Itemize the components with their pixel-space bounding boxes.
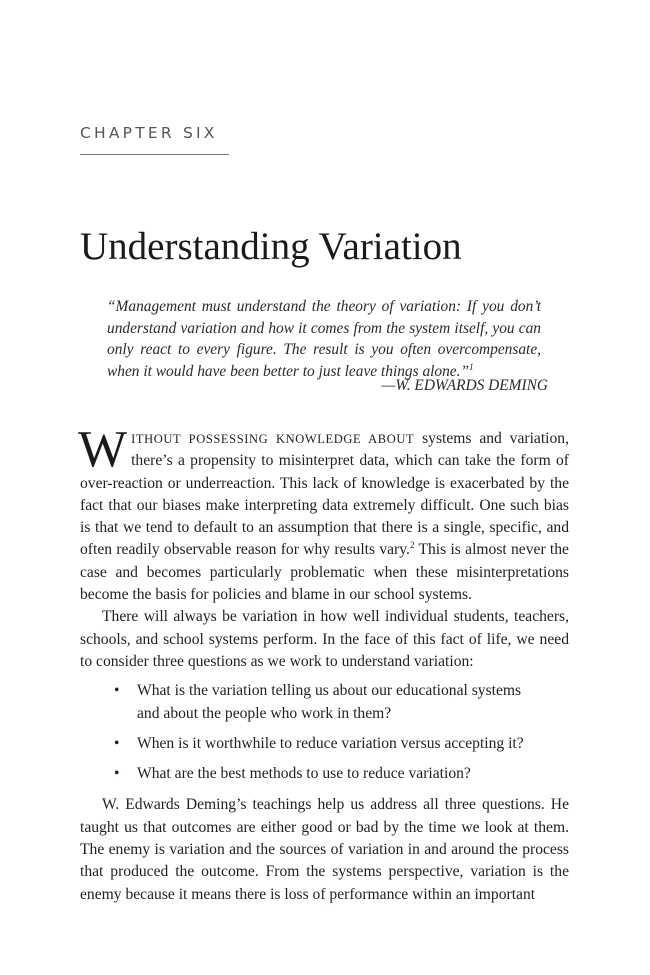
bullet-icon: • [114,765,120,783]
paragraph-text: systems and variation, there’s a propensity to misinterpret data, which can take the form of over-reaction or underreaction. This lack of knowledge is exacerbated by the fact that our biases make interpreting data extremely difficult. One such bias is that we tend to default to an assumption that there is a single, specific, and often readily observable reason for why results vary. [80,430,570,559]
list-item-text: What is the variation telling us about our educational systems and about the people who work in them? [137,682,522,722]
chapter-label: CHAPTER SIX [80,124,218,142]
drop-cap: W [78,421,128,478]
paragraph-3: W. Edwards Deming’s teachings help us address all three questions. He taught us that outcomes are either good or bad by the time we look at them. The enemy is variation and the sources of variation in and around the process that produced the outcome. From the systems perspective, variation is the enemy because it means there is loss of performance within an important [80,796,569,903]
bullet-icon: • [114,682,120,700]
body-text [78,421,570,906]
paragraph-text: This is almost never the case and becomes particularly problematic when these misinterpretations become the basis for policies and blame in our school systems. [80,541,569,604]
list-item [114,680,569,725]
epigraph-text: “Management must understand the theory of variation: If you don’t understand variation and how it comes from the system itself, you can only react to every figure. The result is you often overcompensate, when it would have been better to just leave things alone.” [107,298,541,380]
bullet-icon: • [114,734,120,752]
small-caps-lead: ITHOUT POSSESSING KNOWLEDGE ABOUT [131,432,415,446]
chapter-divider [80,154,229,155]
list-item [114,763,569,785]
list-item [114,733,569,755]
epigraph-attribution: —W. EDWARDS DEMING [381,377,548,394]
paragraph-1 [78,421,570,606]
epigraph-quote [107,296,541,382]
paragraph-2: There will always be variation in how well individual students, teachers, schools, and school systems perform. In the face of this fact of life, we need to consider three questions as we work to understand variation: [80,608,569,670]
list-item-text: What are the best methods to use to reduce variation? [137,765,471,783]
question-list [80,680,569,785]
chapter-title: Understanding Variation [80,225,462,268]
list-item-text: When is it worthwhile to reduce variation versus accepting it? [137,734,524,752]
footnote-ref: 1 [469,361,474,372]
footnote-ref: 2 [409,540,415,551]
